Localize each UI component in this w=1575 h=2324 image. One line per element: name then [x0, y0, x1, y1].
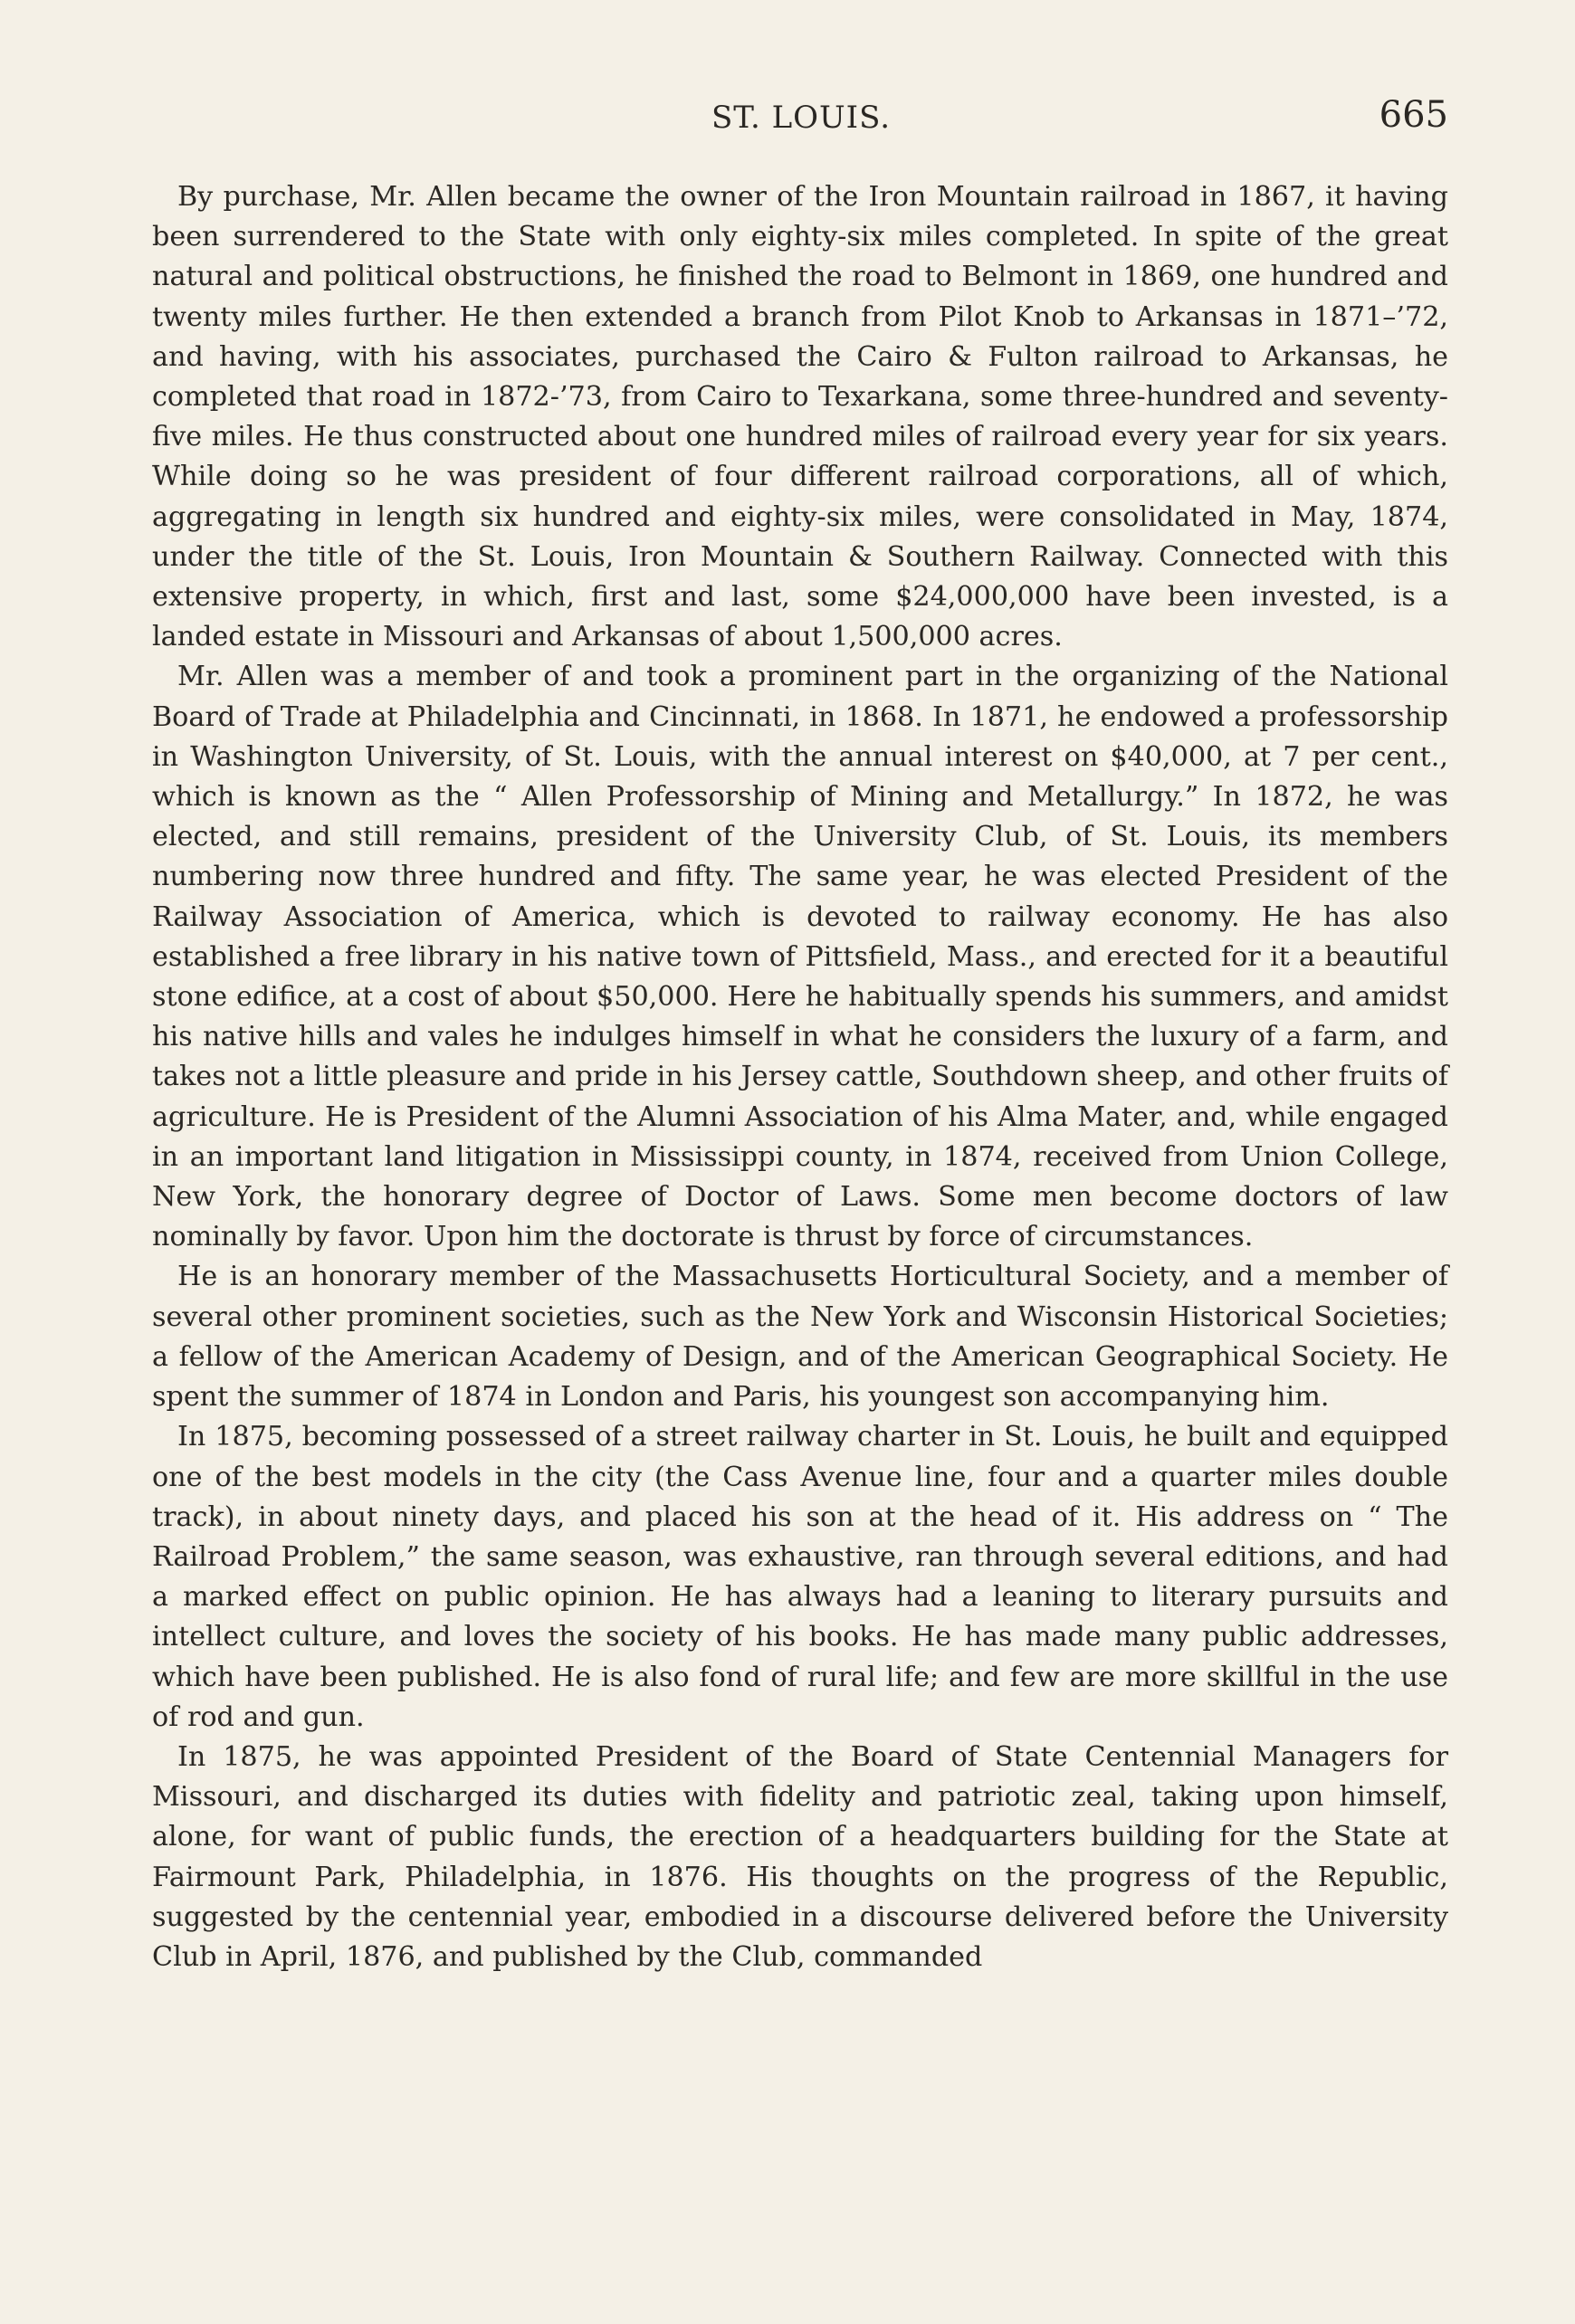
running-title: ST. LOUIS.: [711, 100, 891, 136]
paragraph: He is an honorary member of the Massachusetts Horticultural Society, and a member of several other prominent societies, such as the New York and Wisconsin Historical Societies; a fellow of the American Academy of Design, and of the American Geographical Society. He spent the summer of 1874 in London and Paris, his youngest son accompanying him.: [152, 1261, 1448, 1414]
paragraph: In 1875, becoming possessed of a street railway charter in St. Louis, he built and equipped one of the best models in the city (the Cass Avenue line, four and a quarter miles double track), in about ninety days, and placed his son at the head of it. His address on “ The Railroad Problem,” the same season, was exhaustive, ran through several editions, and had a marked effect on public opinion. He has always had a leaning to literary pursuits and intellect culture, and loves the society of his books. He has made many public addresses, which have been published. He is also fond of rural life; and few are more skillful in the use of rod and gun.: [152, 1421, 1448, 1733]
body-text: [152, 177, 1448, 1977]
page-number: 665: [1379, 94, 1448, 136]
paragraph: By purchase, Mr. Allen became the owner of the Iron Mountain railroad in 1867, it having been surrendered to the State with only eighty-six miles completed. In spite of the great natural and political obstructions, he finished the road to Belmont in 1869, one hundred and twenty miles further. He then extended a branch from Pilot Knob to Arkansas in 1871–’72, and having, with his associates, purchased the Cairo & Fulton railroad to Arkansas, he completed that road in 1872-’73, from Cairo to Texarkana, some three-hundred and seventy-five miles. He thus constructed about one hundred miles of railroad every year for six years. While doing so he was president of four different railroad corporations, all of which, aggregating in length six hundred and eighty-six miles, were consolidated in May, 1874, under the title of the St. Louis, Iron Mountain & Southern Railway. Connected with this extensive property, in which, first and last, some $24,000,000 have been invested, is a landed estate in Missouri and Arkansas of about 1,500,000 acres.: [152, 181, 1448, 653]
paragraph: In 1875, he was appointed President of the Board of State Centennial Managers for Missouri, and discharged its duties with fidelity and patriotic zeal, taking upon himself, alone, for want of public funds, the erection of a headquarters building for the State at Fairmount Park, Philadelphia, in 1876. His thoughts on the progress of the Republic, suggested by the centennial year, embodied in a discourse delivered before the University Club in April, 1876, and published by the Club, commanded: [152, 1740, 1448, 1973]
running-head: [154, 94, 1448, 139]
paragraph: Mr. Allen was a member of and took a prominent part in the organizing of the National Board of Trade at Philadelphia and Cincinnati, in 1868. In 1871, he endowed a professorship in Washington University, of St. Louis, with the annual interest on $40,000, at 7 per cent., which is known as the “ Allen Professorship of Mining and Metallurgy.” In 1872, he was elected, and still remains, president of the University Club, of St. Louis, its members numbering now three hundred and fifty. The same year, he was elected President of the Railway Association of America, which is devoted to railway economy. He has also established a free library in his native town of Pittsfield, Mass., and erected for it a beautiful stone edifice, at a cost of about $50,000. Here he habitually spends his summers, and amidst his native hills and vales he indulges himself in what he considers the luxury of a farm, and takes not a little pleasure and pride in his Jersey cattle, Southdown sheep, and other fruits of agriculture. He is President of the Alumni Association of his Alma Mater, and, while engaged in an important land litigation in Mississippi county, in 1874, received from Union College, New York, the honorary degree of Doctor of Laws. Some men become doctors of law nominally by favor. Upon him the doctorate is thrust by force of circumstances.: [152, 661, 1448, 1253]
